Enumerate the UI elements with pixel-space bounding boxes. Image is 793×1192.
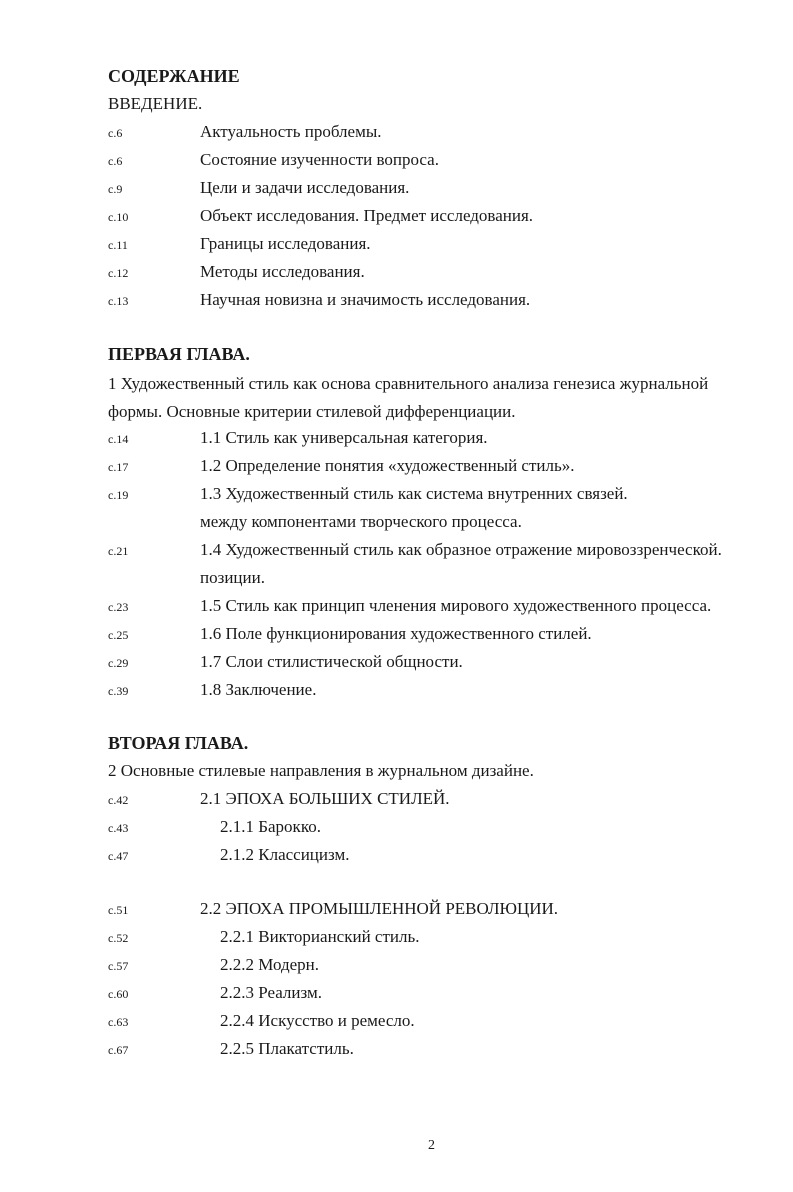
page-ref: с.51: [108, 903, 129, 917]
entry-text: Методы исследования.: [200, 262, 365, 281]
page-ref: с.19: [108, 488, 129, 502]
chapter1-heading: ПЕРВАЯ ГЛАВА.: [108, 344, 250, 364]
page-ref: с.14: [108, 432, 129, 446]
page-ref: с.6: [108, 126, 123, 140]
entry-text: 2.2.1 Викторианский стиль.: [220, 927, 420, 946]
entry-text: Состояние изученности вопроса.: [200, 150, 439, 169]
entry-text: 1.4 Художественный стиль как образное отражение мировоззренческой.: [200, 540, 722, 559]
entry-text: 1.1 Стиль как универсальная категория.: [200, 428, 488, 447]
entry-text: Актуальность проблемы.: [200, 122, 382, 141]
page-ref: с.11: [108, 238, 128, 252]
intro-label: ВВЕДЕНИЕ.: [108, 94, 203, 113]
page-ref: с.52: [108, 931, 129, 945]
entry-text: 1.7 Слои стилистической общности.: [200, 652, 463, 671]
page-ref: с.12: [108, 266, 129, 280]
page-ref: с.29: [108, 656, 129, 670]
page-ref: с.63: [108, 1015, 129, 1029]
entry-text: 2.1.2 Классицизм.: [220, 845, 350, 864]
entry-text: 2.2 ЭПОХА ПРОМЫШЛЕННОЙ РЕВОЛЮЦИИ.: [200, 899, 559, 918]
chapter2-description: 2 Основные стилевые направления в журнальном дизайне.: [108, 761, 534, 780]
page-ref: с.39: [108, 684, 129, 698]
page-ref: с.23: [108, 600, 129, 614]
entry-text: 2.1.1 Барокко.: [220, 817, 321, 836]
chapter2-heading: ВТОРАЯ ГЛАВА.: [108, 733, 249, 753]
entry-continuation: позиции.: [200, 568, 265, 587]
page-ref: с.21: [108, 544, 129, 558]
entry-text: Цели и задачи исследования.: [200, 178, 410, 197]
page-ref: с.43: [108, 821, 129, 835]
entry-text: Объект исследования. Предмет исследования.: [200, 206, 534, 225]
entry-text: 2.2.4 Искусство и ремесло.: [220, 1011, 415, 1030]
page-ref: с.42: [108, 793, 129, 807]
page-ref: с.6: [108, 154, 123, 168]
entry-text: 2.1 ЭПОХА БОЛЬШИХ СТИЛЕЙ.: [200, 789, 450, 808]
entry-text: 2.2.2 Модерн.: [220, 955, 319, 974]
entry-continuation: между компонентами творческого процесса.: [200, 512, 522, 531]
page-ref: с.57: [108, 959, 129, 973]
entry-text: 1.8 Заключение.: [200, 680, 317, 699]
page-ref: с.13: [108, 294, 129, 308]
page-number: 2: [428, 1138, 435, 1153]
page-ref: с.47: [108, 849, 129, 863]
entry-text: Границы исследования.: [200, 234, 371, 253]
page-ref: с.60: [108, 987, 129, 1001]
entry-text: Научная новизна и значимость исследования.: [200, 290, 531, 309]
entry-text: 2.2.3 Реализм.: [220, 983, 322, 1002]
page-ref: с.17: [108, 460, 129, 474]
entry-text: 1.2 Определение понятия «художественный стиль».: [200, 456, 575, 475]
entry-text: 1.6 Поле функционирования художественного стилей.: [200, 624, 592, 643]
chapter1-description: 1 Художественный стиль как основа сравнительного анализа генезиса журнальной формы. Основные критерии стилевой дифференциации.: [108, 374, 709, 421]
entry-text: 1.5 Стиль как принцип членения мирового художественного процесса.: [200, 596, 712, 615]
page-ref: с.10: [108, 210, 129, 224]
toc-title: СОДЕРЖАНИЕ: [108, 66, 240, 86]
entry-text: 2.2.5 Плакатстиль.: [220, 1039, 354, 1058]
entry-text: 1.3 Художественный стиль как система внутренних связей.: [200, 484, 628, 503]
page-ref: с.9: [108, 182, 123, 196]
page-ref: с.67: [108, 1043, 129, 1057]
page-ref: с.25: [108, 628, 129, 642]
